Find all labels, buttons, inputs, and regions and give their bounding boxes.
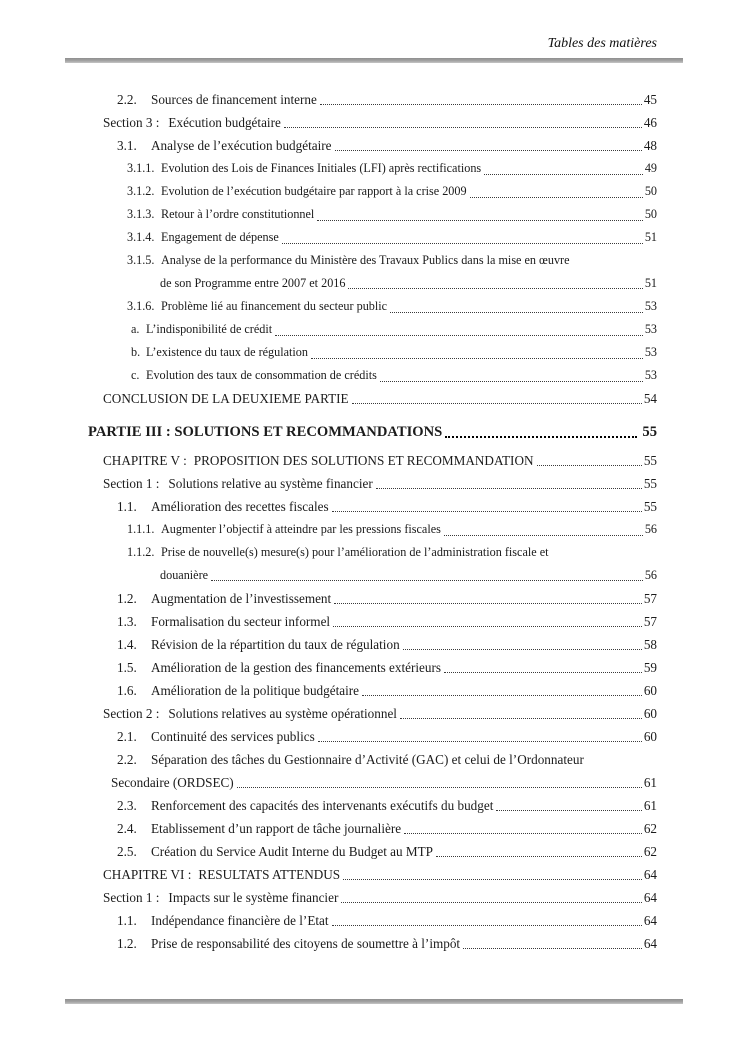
dot-leader [403, 649, 642, 650]
toc-entry-number: Section 2 : [103, 706, 160, 721]
toc-entry[interactable] [65, 180, 657, 203]
toc-entry-label: Retour à l’ordre constitutionnel [161, 207, 315, 221]
toc-entry[interactable] [65, 886, 657, 909]
toc-entry[interactable] [65, 656, 657, 679]
toc-entry-label: Continuité des services publics [151, 729, 315, 744]
toc-entry[interactable] [65, 771, 657, 794]
toc-entry[interactable] [65, 932, 657, 955]
toc-entry-page: 58 [643, 637, 657, 652]
toc-entry-label: Evolution de l’exécution budgétaire par rapport à la crise 2009 [161, 184, 467, 198]
toc-entry-page: 53 [644, 368, 657, 382]
toc-entry-page: 51 [644, 230, 657, 244]
toc-entry-page: 56 [644, 568, 657, 582]
toc-entry-number: 1.4. [117, 637, 137, 652]
toc-entry-number: b. [131, 345, 141, 359]
toc-entry[interactable] [65, 817, 657, 840]
dot-leader [333, 626, 642, 627]
toc-entry-page: 57 [643, 591, 657, 606]
toc-entry-number: 3.1.1. [127, 161, 155, 175]
toc-entry-label: Séparation des tâches du Gestionnaire d’Activité (GAC) et celui de l’Ordonnateur [151, 752, 584, 767]
toc-entry-page: 55 [643, 476, 657, 491]
toc-entry[interactable] [65, 702, 657, 725]
toc-entry-page: 48 [643, 138, 657, 153]
toc-entry-number: 2.3. [117, 798, 137, 813]
toc-entry[interactable] [65, 203, 657, 226]
toc-entry-number: 1.1. [117, 913, 137, 928]
toc-entry-number: 2.4. [117, 821, 137, 836]
toc-entry-number: 1.1.1. [127, 522, 155, 536]
toc-entry-label: douanière [160, 568, 209, 582]
toc-entry[interactable] [65, 226, 657, 249]
dot-leader [463, 948, 642, 949]
toc-entry[interactable] [65, 541, 657, 564]
toc-entry-label: CONCLUSION DE LA DEUXIEME PARTIE [103, 391, 349, 406]
toc-entry[interactable] [65, 249, 657, 272]
toc-entry[interactable] [65, 272, 657, 295]
toc-entry[interactable] [65, 679, 657, 702]
dot-leader [284, 127, 642, 128]
dot-leader [484, 174, 643, 175]
toc-entry[interactable] [65, 748, 657, 771]
toc-entry-number: 3.1.6. [127, 299, 155, 313]
toc-entry-number: 3.1.5. [127, 253, 155, 267]
toc-entry-page: 55 [642, 424, 657, 440]
toc-entry[interactable] [65, 420, 657, 444]
toc-entry-number: CHAPITRE VI : [103, 867, 192, 882]
toc-entry-page: 50 [644, 184, 657, 198]
page-header-title: Tables des matières [547, 36, 657, 51]
dot-leader [341, 902, 641, 903]
toc-entry-number: 1.6. [117, 683, 137, 698]
toc-entry-number: 3.1.3. [127, 207, 155, 221]
dot-leader [335, 150, 642, 151]
dot-leader [237, 787, 642, 788]
toc-entry-page: 53 [644, 345, 657, 359]
dot-leader [445, 436, 637, 438]
dot-leader [320, 104, 642, 105]
toc-entry-page: 64 [643, 890, 657, 905]
toc-entry-page: 56 [644, 522, 657, 536]
toc-entry-label: Amélioration des recettes fiscales [151, 499, 329, 514]
toc-entry-label: PROPOSITION DES SOLUTIONS ET RECOMMANDATION [193, 453, 534, 468]
toc-entry-label: L’existence du taux de régulation [146, 345, 308, 359]
toc-entry-number: 1.2. [117, 591, 137, 606]
toc-entry[interactable] [65, 472, 657, 495]
toc-entry[interactable] [65, 88, 657, 111]
toc-entry-page: 55 [643, 453, 657, 468]
toc-entry-page: 61 [643, 775, 657, 790]
toc-entry-page: 64 [643, 913, 657, 928]
toc-entry-number: 1.1.2. [127, 545, 155, 559]
toc-entry-number: 1.1. [117, 499, 137, 514]
dot-leader [343, 879, 642, 880]
toc-entry-page: 53 [644, 322, 657, 336]
toc-entry-page: 49 [644, 161, 657, 175]
toc-entry[interactable] [65, 794, 657, 817]
toc-entry-label: Evolution des taux de consommation de crédits [146, 368, 377, 382]
toc-entry-label: Augmentation de l’investissement [151, 591, 332, 606]
toc-entry-number: Section 1 : [103, 476, 160, 491]
toc-entry[interactable] [65, 840, 657, 863]
toc-entry-page: 62 [643, 821, 657, 836]
toc-entry-label: Prise de responsabilité des citoyens de soumettre à l’impôt [151, 936, 461, 951]
toc-entry-page: 62 [643, 844, 657, 859]
toc-entry-number: c. [131, 368, 140, 382]
toc-entry[interactable] [65, 495, 657, 518]
page-header [65, 36, 657, 52]
toc-entry[interactable] [65, 725, 657, 748]
toc-entry-label: Amélioration de la politique budgétaire [151, 683, 360, 698]
toc-entry-page: 53 [644, 299, 657, 313]
dot-leader [352, 403, 642, 404]
dot-leader [282, 243, 643, 244]
dot-leader [390, 312, 643, 313]
toc-entry-label: Engagement de dépense [161, 230, 279, 244]
toc-entry-label: L’indisponibilité de crédit [146, 322, 273, 336]
toc-entry-label: Amélioration de la gestion des financements extérieurs [151, 660, 442, 675]
toc-entry-page: 54 [643, 391, 657, 406]
dot-leader [436, 856, 642, 857]
toc-entry-page: 60 [643, 729, 657, 744]
toc-entry-page: 60 [643, 683, 657, 698]
toc-entry-number: 3.1.4. [127, 230, 155, 244]
dot-leader [380, 381, 643, 382]
toc-entry[interactable] [65, 134, 657, 157]
toc-entry-label: Problème lié au financement du secteur public [161, 299, 388, 313]
toc-entry-label: Etablissement d’un rapport de tâche journalière [151, 821, 402, 836]
toc-entry[interactable] [65, 318, 657, 341]
toc-entry[interactable] [65, 633, 657, 656]
toc-entry-number: 2.1. [117, 729, 137, 744]
toc-entry-label: Impacts sur le système financier [168, 890, 339, 905]
toc-entry-number: 1.3. [117, 614, 137, 629]
toc-entry-page: 59 [643, 660, 657, 675]
toc-entry-number: CHAPITRE V : [103, 453, 187, 468]
toc-entry-number: Section 1 : [103, 890, 160, 905]
toc-entry-label: PARTIE III : SOLUTIONS ET RECOMMANDATIONS [88, 424, 443, 440]
dot-leader [332, 925, 642, 926]
header-rule [65, 58, 683, 63]
dot-leader [334, 603, 642, 604]
toc-entry[interactable] [65, 111, 657, 134]
dot-leader [318, 741, 642, 742]
toc-entry-number: 3.1.2. [127, 184, 155, 198]
toc-entry[interactable] [65, 387, 657, 410]
toc-entry-label: Secondaire (ORDSEC) [111, 775, 234, 790]
dot-leader [444, 672, 642, 673]
dot-leader [376, 488, 642, 489]
dot-leader [496, 810, 641, 811]
dot-leader [348, 288, 642, 289]
toc-entry-label: Création du Service Audit Interne du Budget au MTP [151, 844, 434, 859]
toc-entry-number: Section 3 : [103, 115, 160, 130]
toc-entry[interactable] [65, 564, 657, 587]
dot-leader [362, 695, 642, 696]
toc-entry-page: 57 [643, 614, 657, 629]
dot-leader [275, 335, 643, 336]
dot-leader [332, 511, 642, 512]
footer-rule [65, 999, 683, 1004]
toc-entry-page: 45 [643, 92, 657, 107]
dot-leader [444, 535, 643, 536]
toc-entry-label: Prise de nouvelle(s) mesure(s) pour l’amélioration de l’administration fiscale et [161, 545, 549, 559]
toc-entry-number: 2.2. [117, 92, 137, 107]
toc-entry-page: 61 [643, 798, 657, 813]
toc-entry-label: Renforcement des capacités des intervenants exécutifs du budget [151, 798, 494, 813]
toc-entry-label: Augmenter l’objectif à atteindre par les pressions fiscales [161, 522, 441, 536]
toc-entry-page: 46 [643, 115, 657, 130]
toc-entry-page: 60 [643, 706, 657, 721]
dot-leader [211, 580, 643, 581]
toc-entry-label: Analyse de la performance du Ministère des Travaux Publics dans la mise en œuvre [161, 253, 570, 267]
toc-entry-number: a. [131, 322, 140, 336]
toc-entry-label: Révision de la répartition du taux de régulation [151, 637, 400, 652]
toc-entry-label: Analyse de l’exécution budgétaire [151, 138, 332, 153]
toc-entry-label: Indépendance financière de l’Etat [151, 913, 329, 928]
dot-leader [317, 220, 642, 221]
toc-entry[interactable] [65, 295, 657, 318]
toc-entry[interactable] [65, 341, 657, 364]
toc-entry-label: Solutions relatives au système opérationnel [168, 706, 397, 721]
toc-entry[interactable] [65, 449, 657, 472]
toc-entry-label: Solutions relative au système financier [168, 476, 373, 491]
toc-entry[interactable] [65, 364, 657, 387]
toc-entry-label: RESULTATS ATTENDUS [198, 867, 341, 882]
toc-entry-number: 2.2. [117, 752, 137, 767]
toc-entry[interactable] [65, 518, 657, 541]
toc-entry-label: Formalisation du secteur informel [151, 614, 331, 629]
toc-entry-page: 50 [644, 207, 657, 221]
toc-entry[interactable] [65, 587, 657, 610]
toc-entry-page: 51 [644, 276, 657, 290]
dot-leader [404, 833, 642, 834]
toc-entry-page: 64 [643, 867, 657, 882]
dot-leader [311, 358, 643, 359]
toc-entry-label: Evolution des Lois de Finances Initiales (LFI) après rectifications [161, 161, 482, 175]
dot-leader [400, 718, 642, 719]
dot-leader [470, 197, 643, 198]
toc-entry-number: 3.1. [117, 138, 137, 153]
toc [65, 88, 657, 955]
toc-entry-page: 55 [643, 499, 657, 514]
toc-entry[interactable] [65, 863, 657, 886]
toc-entry[interactable] [65, 909, 657, 932]
toc-entry-page: 64 [643, 936, 657, 951]
toc-entry-label: Sources de financement interne [151, 92, 317, 107]
toc-entry-number: 1.5. [117, 660, 137, 675]
toc-entry[interactable] [65, 157, 657, 180]
dot-leader [537, 465, 642, 466]
toc-entry-label: de son Programme entre 2007 et 2016 [160, 276, 346, 290]
toc-entry-label: Exécution budgétaire [168, 115, 281, 130]
toc-entry[interactable] [65, 610, 657, 633]
toc-entry-number: 2.5. [117, 844, 137, 859]
toc-entry-number: 1.2. [117, 936, 137, 951]
